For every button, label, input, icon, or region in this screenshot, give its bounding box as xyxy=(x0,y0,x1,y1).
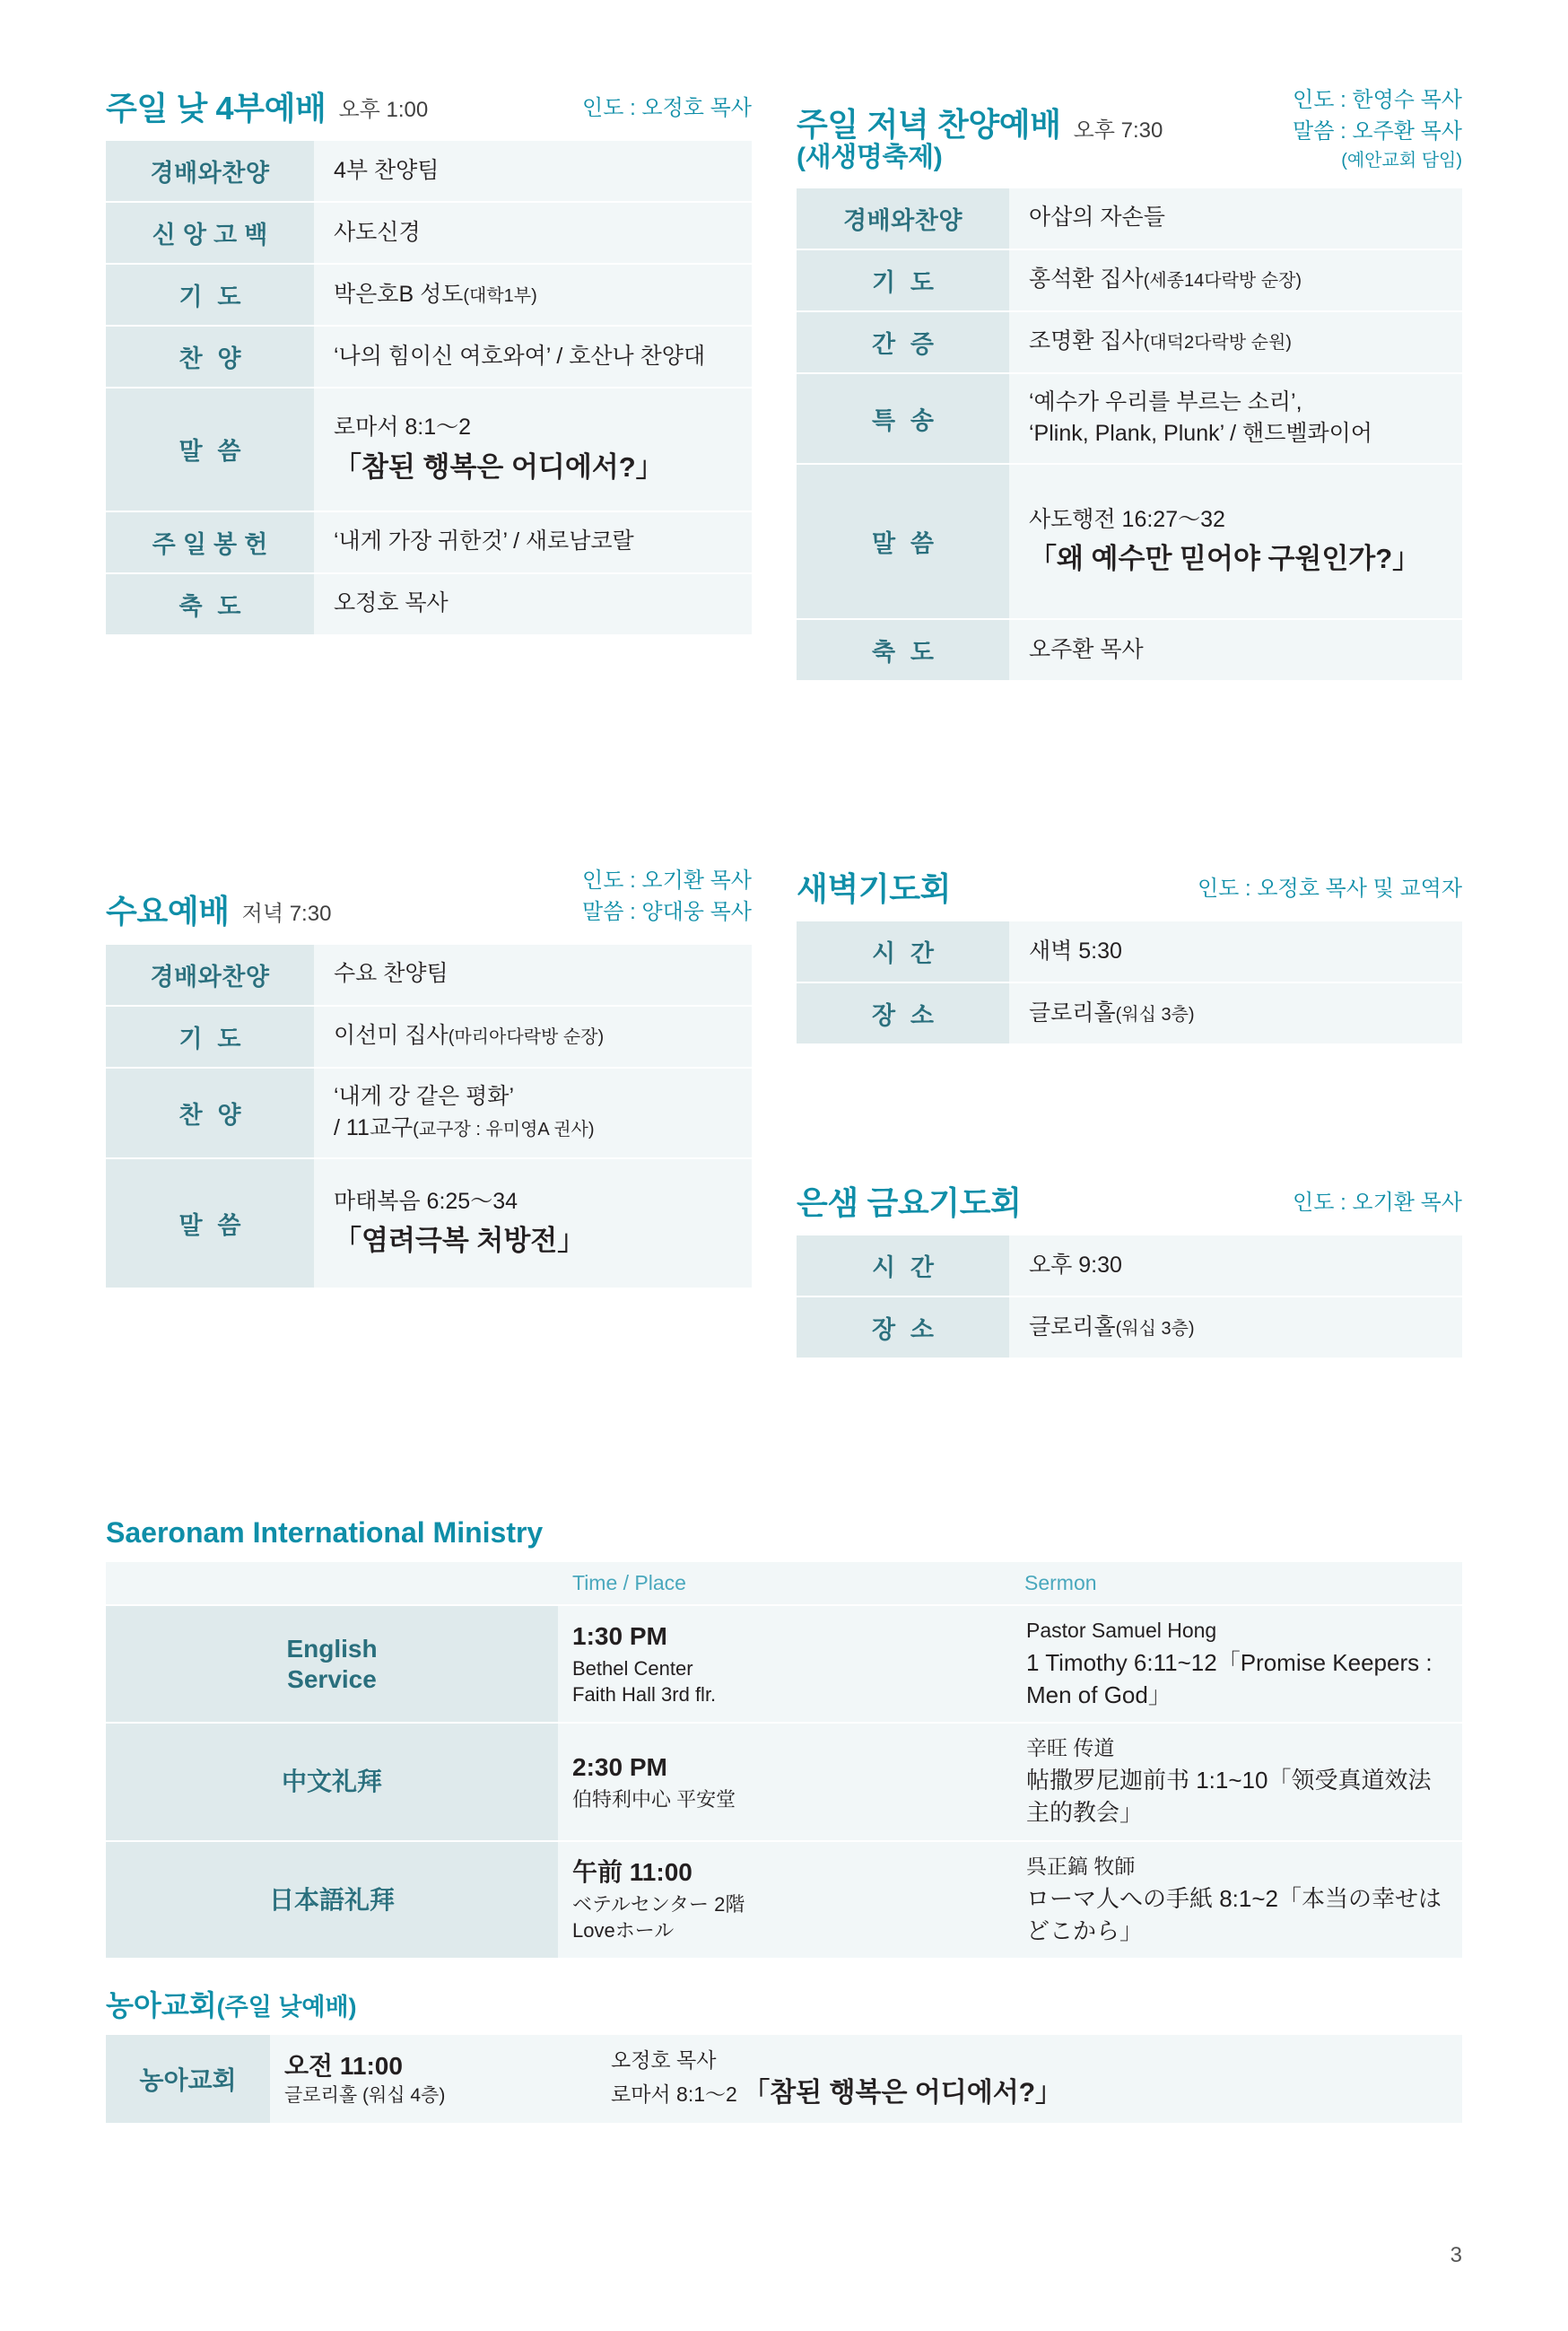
row-sermon xyxy=(1010,1605,1462,1723)
section-title: 은샘 금요기도회 xyxy=(797,1183,1022,1221)
row-hour: 2:30 PM xyxy=(572,1753,667,1782)
row-place-line-1: Bethel Center xyxy=(572,1657,693,1681)
table-row xyxy=(106,202,752,264)
row-label: 경배와찬양 xyxy=(797,188,1009,249)
row-label: 장소 xyxy=(797,982,1009,1044)
row-time-place xyxy=(558,1605,1010,1723)
section-dawn-prayer xyxy=(797,866,1462,1045)
table-row xyxy=(106,1841,1462,1959)
table-row xyxy=(106,1006,752,1068)
table-row xyxy=(797,373,1462,464)
table-row xyxy=(797,249,1462,311)
value-line-2: ‘Plink, Plank, Plunk’ / 핸드벨콰이어 xyxy=(1029,421,1372,447)
header-lang xyxy=(106,1562,558,1605)
row-place: 글로리홀 (워십 4층) xyxy=(284,2084,446,2106)
section-sunday-afternoon-service xyxy=(106,85,752,636)
row-sermon xyxy=(595,2035,1462,2124)
row-label: 말씀 xyxy=(106,388,314,511)
section-time: 저녁 7:30 xyxy=(241,901,332,926)
section-leader: 인도 : 오정호 목사 xyxy=(582,96,752,121)
service-order-table xyxy=(106,141,752,636)
sermon-verse: 사도행전 16:27〜32 xyxy=(1029,506,1225,532)
row-value: 박은호B 성도(대학1부) xyxy=(314,264,752,326)
service-order-table xyxy=(797,188,1462,683)
row-value xyxy=(1009,373,1462,464)
row-value: 오후 9:30 xyxy=(1009,1235,1462,1296)
row-label: 간증 xyxy=(797,311,1009,373)
language-line-2: Service xyxy=(287,1664,377,1693)
row-value xyxy=(1009,464,1462,620)
section-header xyxy=(106,85,752,127)
row-place-line-2: Faith Hall 3rd flr. xyxy=(572,1683,717,1707)
leader-line-1: 인도 : 한영수 목사 xyxy=(1293,88,1462,112)
table-row xyxy=(797,619,1462,681)
sermon-title: 「참된 행복은 어디에서?」 xyxy=(334,450,664,483)
row-time-place xyxy=(270,2035,595,2124)
row-label: 특송 xyxy=(797,373,1009,464)
row-place: 伯特利中心 平安堂 xyxy=(572,1788,736,1812)
row-sermon xyxy=(1010,1841,1462,1959)
row-time-place xyxy=(558,1723,1010,1840)
row-verse: 로마서 8:1〜2 xyxy=(611,2082,737,2107)
section-title: 주일 낮 4부예배 xyxy=(106,89,327,127)
table-row xyxy=(106,511,752,573)
table-row xyxy=(106,141,752,202)
row-label: 기도 xyxy=(106,1006,314,1068)
table-row xyxy=(106,264,752,326)
leader-line-2: 말씀 : 양대웅 목사 xyxy=(582,899,752,924)
table-row xyxy=(797,921,1462,982)
table-row xyxy=(106,945,752,1006)
row-language: 中文礼拜 xyxy=(106,1723,558,1840)
row-value: 이선미 집사(마리아다락방 순장) xyxy=(314,1006,752,1068)
row-value: 수요 찬양팀 xyxy=(314,945,752,1006)
section-leader xyxy=(582,866,752,930)
row-value: 홍석환 집사(세종14다락방 순장) xyxy=(1009,249,1462,311)
international-service-table xyxy=(106,1562,1462,1960)
row-value: 새벽 5:30 xyxy=(1009,921,1462,982)
row-label: 말씀 xyxy=(106,1158,314,1289)
table-row-sermon xyxy=(106,1158,752,1289)
table-row xyxy=(106,1723,1462,1840)
row-language xyxy=(106,1605,558,1723)
table-row xyxy=(797,1296,1462,1358)
row-value: 4부 찬양팀 xyxy=(314,141,752,202)
section-nonga-church xyxy=(106,1983,1462,2125)
section-leader: 인도 : 오정호 목사 및 교역자 xyxy=(1197,877,1462,902)
prayer-info-table xyxy=(797,921,1462,1045)
row-value xyxy=(314,388,752,511)
row-preacher: 오정호 목사 xyxy=(611,2048,717,2072)
row-value: ‘내게 가장 귀한것’ / 새로남코랄 xyxy=(314,511,752,573)
row-value: 조명환 집사(대덕2다락방 순원) xyxy=(1009,311,1462,373)
language-line-1: English xyxy=(286,1634,378,1663)
nonga-service-table xyxy=(106,2035,1462,2125)
row-sermon-title: 1 Timothy 6:11~12「Promise Keepers : Men of God」 xyxy=(1026,1648,1433,1708)
table-row xyxy=(106,326,752,388)
section-international-ministry xyxy=(106,1516,1462,1960)
table-header-row xyxy=(106,1562,1462,1605)
value-line-2: / 11교구(교구장 : 유미영A 권사) xyxy=(334,1115,595,1141)
row-value: 글로리홀(워십 3층) xyxy=(1009,982,1462,1044)
row-label: 축도 xyxy=(797,619,1009,681)
table-row xyxy=(797,1235,1462,1296)
section-sunday-evening-service xyxy=(797,85,1462,682)
section-leader: 인도 : 오기환 목사 xyxy=(1293,1191,1462,1216)
row-label: 경배와찬양 xyxy=(106,945,314,1006)
row-value: 오주환 목사 xyxy=(1009,619,1462,681)
section-subtitle: (새생명축제) xyxy=(797,143,943,173)
row-language: 日本語礼拜 xyxy=(106,1841,558,1959)
section-friday-prayer xyxy=(797,1180,1462,1359)
row-value: 사도신경 xyxy=(314,202,752,264)
section-title: 농아교회(주일 낮예배) xyxy=(106,1989,357,2021)
section-time: 오후 1:00 xyxy=(338,98,429,122)
leader-line-2: 말씀 : 오주환 목사 xyxy=(1293,118,1462,144)
leader-line-3: (예안교회 담임) xyxy=(1341,150,1462,170)
row-hour: 오전 11:00 xyxy=(284,2052,403,2081)
row-value xyxy=(314,1158,752,1289)
sermon-verse: 로마서 8:1〜2 xyxy=(334,415,472,440)
value-line-1: ‘예수가 우리를 부르는 소리’, xyxy=(1029,388,1302,415)
row-preacher: Pastor Samuel Hong xyxy=(1026,1619,1217,1642)
row-value: ‘나의 힘이신 여호와여’ / 호산나 찬양대 xyxy=(314,326,752,388)
row-value: 글로리홀(워십 3층) xyxy=(1009,1296,1462,1358)
section-time: 오후 7:30 xyxy=(1073,118,1163,143)
row-hour: 1:30 PM xyxy=(572,1622,667,1651)
table-row-sermon xyxy=(106,388,752,511)
header-time-place: Time / Place xyxy=(558,1562,1010,1605)
row-value xyxy=(314,1068,752,1158)
row-sermon xyxy=(1010,1723,1462,1840)
section-header xyxy=(797,85,1462,174)
row-label: 시간 xyxy=(797,1235,1009,1296)
row-value: 아삽의 자손들 xyxy=(1009,188,1462,249)
section-title: 주일 저녁 찬양예배 (새생명축제) xyxy=(797,105,1061,173)
row-preacher: 呉正鎬 牧師 xyxy=(1026,1854,1136,1878)
table-row xyxy=(797,311,1462,373)
sermon-title: 「염려극복 처방전」 xyxy=(334,1225,586,1257)
row-label: 찬양 xyxy=(106,326,314,388)
row-label: 기도 xyxy=(797,249,1009,311)
section-title: 새벽기도회 xyxy=(797,869,952,907)
row-label: 신앙고백 xyxy=(106,202,314,264)
row-sermon-title: 「참된 행복은 어디에서?」 xyxy=(743,2078,1063,2108)
row-sermon-line xyxy=(611,2074,1446,2112)
row-place-line-2: Loveホール xyxy=(572,1919,675,1942)
table-row xyxy=(797,188,1462,249)
table-row xyxy=(106,573,752,635)
row-label: 경배와찬양 xyxy=(106,141,314,202)
row-place-line-1: ベテルセンター 2階 xyxy=(572,1893,745,1916)
table-row-sermon xyxy=(797,464,1462,620)
row-label: 기도 xyxy=(106,264,314,326)
table-row xyxy=(106,1605,1462,1723)
section-wednesday-service xyxy=(106,866,752,1289)
row-time-place xyxy=(558,1841,1010,1959)
section-header xyxy=(797,1180,1462,1221)
row-sermon-title: ローマ人への手紙 8:1~2「本当の幸せはどこから」 xyxy=(1026,1884,1442,1944)
row-value: 오정호 목사 xyxy=(314,573,752,635)
row-preacher: 辛旺 传道 xyxy=(1026,1736,1115,1760)
value-line-1: ‘내게 강 같은 평화’ xyxy=(334,1083,514,1109)
row-label: 주일봉헌 xyxy=(106,511,314,573)
row-label: 시간 xyxy=(797,921,1009,982)
row-label: 찬양 xyxy=(106,1068,314,1158)
leader-line-1: 인도 : 오기환 목사 xyxy=(582,869,752,893)
prayer-info-table xyxy=(797,1235,1462,1359)
row-label: 말씀 xyxy=(797,464,1009,620)
row-hour: 午前 11:00 xyxy=(572,1858,693,1887)
page-number: 3 xyxy=(1450,2243,1462,2267)
row-sermon-title: 帖撒罗尼迦前书 1:1~10「领受真道效法主的教会」 xyxy=(1026,1767,1432,1827)
row-label: 농아교회 xyxy=(106,2035,270,2124)
section-title: 수요예배 xyxy=(106,893,230,930)
table-row xyxy=(106,2035,1462,2124)
row-label: 장소 xyxy=(797,1296,1009,1358)
service-order-table xyxy=(106,945,752,1290)
sermon-title: 「왜 예수만 믿어야 구원인가?」 xyxy=(1029,543,1421,575)
header-sermon: Sermon xyxy=(1010,1562,1462,1605)
table-row xyxy=(797,982,1462,1044)
row-label: 축도 xyxy=(106,573,314,635)
section-header xyxy=(797,866,1462,907)
section-header xyxy=(106,866,752,930)
table-row xyxy=(106,1068,752,1158)
sermon-verse: 마태복음 6:25〜34 xyxy=(334,1188,518,1214)
section-title: Saeronam International Ministry xyxy=(106,1516,544,1549)
section-leader xyxy=(1293,85,1462,174)
